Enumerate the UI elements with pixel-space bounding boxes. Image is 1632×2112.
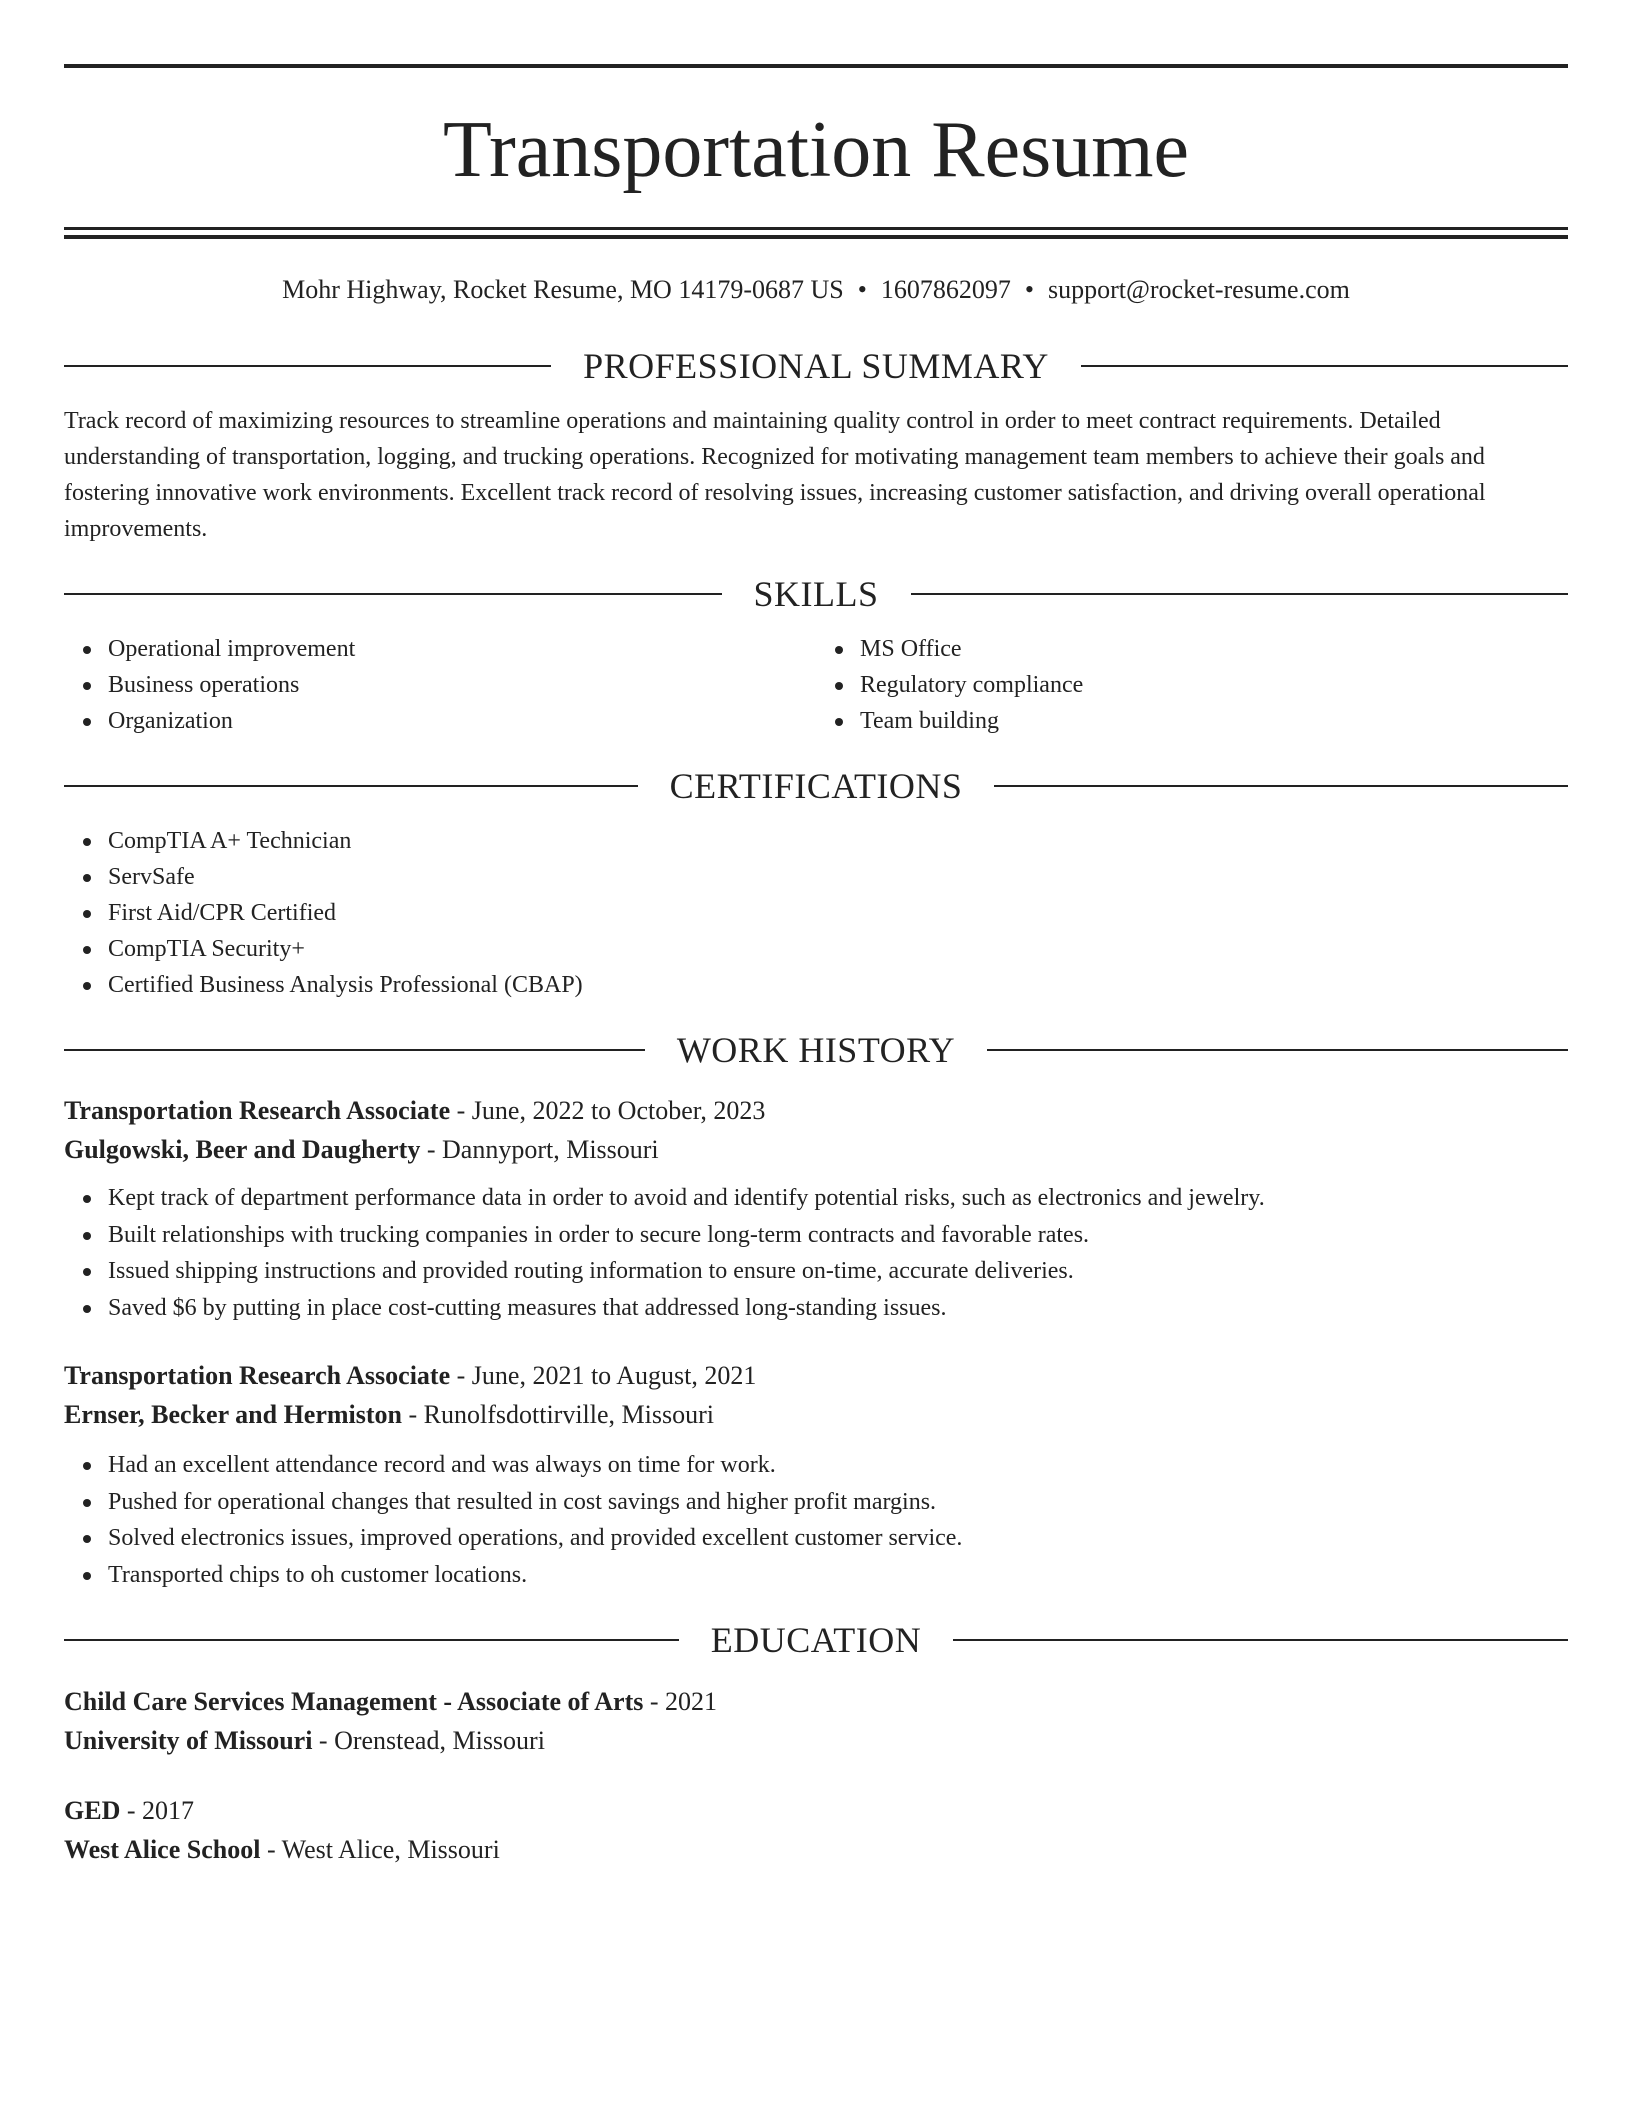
skills-list-left <box>64 631 816 739</box>
skills-list-right <box>816 631 1568 739</box>
top-rule <box>64 64 1568 68</box>
job-bullets <box>64 1180 1568 1326</box>
contact-address: Mohr Highway, Rocket Resume, MO 14179-0687 US <box>282 275 844 304</box>
skill-item: Business operations <box>108 667 816 703</box>
contact-separator: • <box>857 275 867 304</box>
section-header-certifications <box>64 761 1568 811</box>
job-bullet: Solved electronics issues, improved operations, and provided excellent customer service. <box>108 1520 1568 1557</box>
job-dates: - June, 2021 to August, 2021 <box>450 1361 757 1390</box>
section-rule <box>64 1639 679 1641</box>
job-bullet: Built relationships with trucking companies in order to secure long-term contracts and favorable rates. <box>108 1217 1568 1254</box>
education-entry <box>64 1791 1568 1869</box>
job-bullet: Pushed for operational changes that resulted in cost savings and higher profit margins. <box>108 1484 1568 1521</box>
job-bullet: Issued shipping instructions and provided routing information to ensure on-time, accurate deliveries. <box>108 1253 1568 1290</box>
education-year: - 2021 <box>643 1687 718 1716</box>
section-header-skills <box>64 569 1568 619</box>
job-entry <box>64 1356 1568 1593</box>
job-bullet: Transported chips to oh customer locations. <box>108 1557 1568 1594</box>
job-company: Gulgowski, Beer and Daugherty <box>64 1135 421 1164</box>
section-rule <box>911 593 1569 595</box>
section-title: PROFESSIONAL SUMMARY <box>583 346 1049 386</box>
section-title: CERTIFICATIONS <box>669 766 963 806</box>
education-school: University of Missouri <box>64 1726 313 1755</box>
education-year: - 2017 <box>120 1796 195 1825</box>
job-title: Transportation Research Associate <box>64 1096 451 1125</box>
skill-item: Regulatory compliance <box>860 667 1568 703</box>
education-school-line <box>64 1830 1568 1869</box>
certification-item: Certified Business Analysis Professional (CBAP) <box>108 967 1568 1003</box>
education-location: - West Alice, Missouri <box>260 1835 500 1864</box>
section-title: SKILLS <box>753 574 879 614</box>
skill-item: Team building <box>860 703 1568 739</box>
skill-item: Organization <box>108 703 816 739</box>
job-bullet: Kept track of department performance data in order to avoid and identify potential risks, such as electronics and jewelry. <box>108 1180 1568 1217</box>
education-degree-line <box>64 1682 1568 1721</box>
job-location: - Dannyport, Missouri <box>420 1135 659 1164</box>
job-company: Ernser, Becker and Hermiston <box>64 1400 402 1429</box>
certification-item: First Aid/CPR Certified <box>108 895 1568 931</box>
resume-title: Transportation Resume <box>443 106 1189 194</box>
section-header-work-history <box>64 1025 1568 1075</box>
section-rule <box>64 1049 645 1051</box>
education-school: West Alice School <box>64 1835 261 1864</box>
education-degree: GED <box>64 1796 121 1825</box>
job-entry <box>64 1091 1568 1326</box>
section-rule <box>953 1639 1568 1641</box>
section-rule <box>64 785 638 787</box>
education-entry <box>64 1682 1568 1760</box>
section-title: EDUCATION <box>710 1620 922 1660</box>
certification-item: ServSafe <box>108 859 1568 895</box>
section-rule <box>994 785 1568 787</box>
skill-item: Operational improvement <box>108 631 816 667</box>
certifications-list <box>64 823 1568 1003</box>
education-degree: Child Care Services Management - Associate of Arts <box>64 1687 644 1716</box>
job-company-line <box>64 1130 1568 1169</box>
job-location: - Runolfsdottirville, Missouri <box>402 1400 714 1429</box>
certification-item: CompTIA A+ Technician <box>108 823 1568 859</box>
skills-columns <box>64 619 1568 739</box>
job-dates: - June, 2022 to October, 2023 <box>450 1096 766 1125</box>
section-rule <box>1081 365 1568 367</box>
job-title: Transportation Research Associate <box>64 1361 451 1390</box>
job-bullet: Saved $6 by putting in place cost-cutting measures that addressed long-standing issues. <box>108 1290 1568 1327</box>
section-title: WORK HISTORY <box>676 1030 956 1070</box>
education-location: - Orenstead, Missouri <box>312 1726 545 1755</box>
resume-page <box>64 64 1568 1869</box>
contact-separator: • <box>1024 275 1034 304</box>
certification-item: CompTIA Security+ <box>108 931 1568 967</box>
section-header-summary <box>64 341 1568 391</box>
job-title-line <box>64 1091 1568 1130</box>
job-company-line <box>64 1395 1568 1434</box>
title-double-rule <box>64 227 1568 239</box>
education-degree-line <box>64 1791 1568 1830</box>
contact-line <box>64 272 1568 308</box>
job-bullets <box>64 1447 1568 1593</box>
skill-item: MS Office <box>860 631 1568 667</box>
job-title-line <box>64 1356 1568 1395</box>
summary-text: Track record of maximizing resources to streamline operations and maintaining quality control in order to meet contract requirements. Detailed understanding of transportation, logging, and trucking operations. Recognized for motivating management team members to achieve their goals and fostering innovative work environments. Excellent track record of resolving issues, increasing customer satisfaction, and driving overall operational improvements. <box>64 408 1486 542</box>
contact-phone: 1607862097 <box>880 275 1011 304</box>
section-rule <box>987 1049 1568 1051</box>
job-bullet: Had an excellent attendance record and was always on time for work. <box>108 1447 1568 1484</box>
section-rule <box>64 593 722 595</box>
section-rule <box>64 365 551 367</box>
contact-email: support@rocket-resume.com <box>1047 275 1350 304</box>
education-school-line <box>64 1721 1568 1760</box>
section-header-education <box>64 1615 1568 1665</box>
